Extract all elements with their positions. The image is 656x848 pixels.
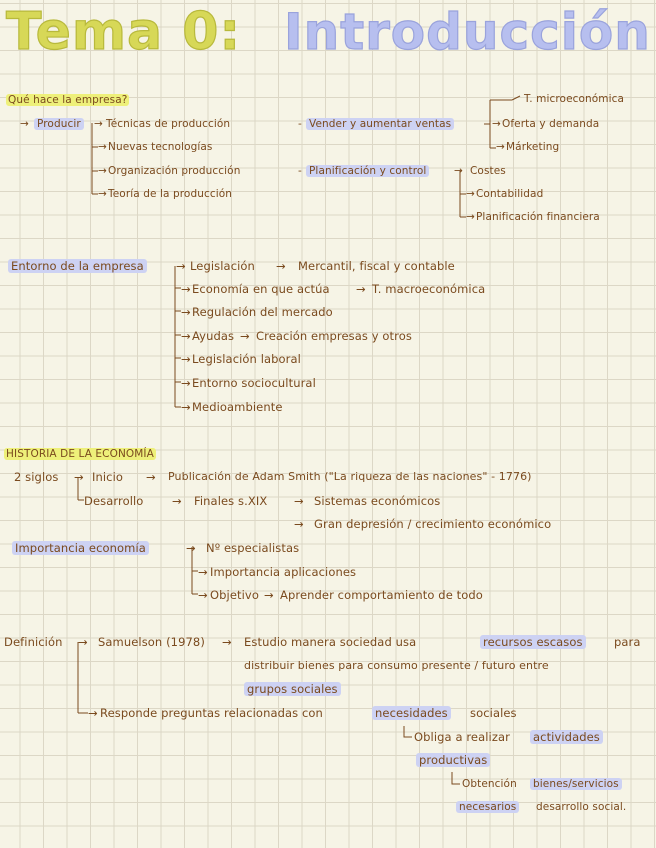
planificacion-item-1: Costes [470,165,506,177]
arrow-icon: → [466,211,475,223]
productivas: productivas [416,753,490,767]
entorno-item-4: Ayudas [192,329,235,343]
arrow-icon: → [172,494,182,508]
arrow-icon: → [98,188,107,200]
arrow-icon: → [74,470,84,484]
importancia-item-1: Nº especialistas [206,541,300,555]
grupos-sociales: grupos sociales [244,682,341,696]
inicio-label: Inicio [92,470,124,484]
section4-heading: Definición [4,635,63,649]
planificacion-item-2: Contabilidad [476,188,544,200]
importancia-item-3-detail: Aprender comportamiento de todo [280,588,483,602]
producir-item-2: Nuevas tecnologías [108,141,213,153]
producir-item-1: Técnicas de producción [106,118,231,130]
arrow-icon: → [78,635,88,649]
section1-heading: Qué hace la empresa? [8,94,128,106]
definicion-line-1c: para [614,635,641,649]
entorno-item-6: Entorno sociocultural [192,376,316,390]
siglos-label: 2 siglos [14,470,59,484]
title-part1: Tema 0: [6,2,242,62]
section3-heading: HISTORIA DE LA ECONOMÍA [6,448,154,460]
vender-item-2: Oferta y demanda [502,118,600,130]
arrow-icon: → [356,282,366,296]
entorno-item-7: Medioambiente [192,400,283,414]
dash-icon: - [298,165,302,177]
arrow-icon: → [186,541,196,555]
arrow-icon: → [496,141,505,153]
arrow-icon: → [466,188,475,200]
arrow-icon: → [198,588,208,602]
title-part2: Introducción [284,3,651,61]
entorno-item-1: Legislación [190,259,255,273]
vender-label: Vender y aumentar ventas [306,118,454,130]
importancia-item-2: Importancia aplicaciones [210,565,357,579]
vender-item-1: T. microeconómica [524,93,625,105]
arrow-icon: → [492,118,501,130]
producir-item-3: Organización producción [108,165,241,177]
sistemas-label: Sistemas económicos [314,494,441,508]
desarrollo-label: Desarrollo [84,494,144,508]
arrow-icon: → [294,494,304,508]
arrow-icon: → [98,141,107,153]
definicion-line-1a: Estudio manera sociedad usa [244,635,417,649]
planificacion-label: Planificación y control [306,165,429,177]
entorno-item-2-detail: T. macroeconómica [372,282,486,296]
arrow-icon: → [198,565,208,579]
arrow-icon: → [181,400,191,414]
desarrollo-social-text: desarrollo social. [536,801,627,813]
arrow-icon: → [20,118,29,130]
recursos-escasos: recursos escasos [480,635,586,649]
importancia-item-3: Objetivo [210,588,259,602]
samuelson-label: Samuelson (1978) [98,635,205,649]
necesidades: necesidades [372,706,451,720]
producir-label: Producir [34,118,84,130]
obliga-text: Obliga a realizar [414,730,510,744]
publicacion-text: Publicación de Adam Smith ("La riqueza de las naciones" - 1776) [168,470,532,483]
entorno-item-2: Economía en que actúa [192,282,330,296]
arrow-icon: → [98,165,107,177]
arrow-icon: → [294,517,304,531]
necesarios: necesarios [456,801,519,813]
entorno-item-4-detail: Creación empresas y otros [256,329,412,343]
obtencion-text: Obtención [462,778,517,790]
planificacion-item-3: Planificación financiera [476,211,600,223]
arrow-icon: → [146,470,156,484]
arrow-icon: → [276,259,286,273]
vender-item-3: Márketing [506,141,560,153]
arrow-icon: → [181,282,191,296]
actividades: actividades [530,730,603,744]
producir-item-4: Teoría de la producción [108,188,233,200]
entorno-item-3: Regulación del mercado [192,305,333,319]
arrow-icon: → [181,376,191,390]
dash-icon: - [298,118,302,130]
arrow-icon: → [88,706,98,720]
arrow-icon: → [264,588,274,602]
arrow-icon: → [222,635,232,649]
definicion-line-2: distribuir bienes para consumo presente / futuro entre [244,659,549,672]
arrow-icon: → [240,329,250,343]
responde-text: Responde preguntas relacionadas con [100,706,323,720]
importancia-label: Importancia economía [12,541,149,555]
arrow-icon: → [181,329,191,343]
gran-depresion-label: Gran depresión / crecimiento económico [314,517,552,531]
arrow-icon: → [454,165,463,177]
finales-label: Finales s.XIX [194,494,268,508]
section2-heading: Entorno de la empresa [8,259,147,273]
arrow-icon: → [181,352,191,366]
entorno-item-1-detail: Mercantil, fiscal y contable [298,259,455,273]
bienes-servicios: bienes/servicios [530,778,622,790]
arrow-icon: → [94,118,103,130]
entorno-item-5: Legislación laboral [192,352,301,366]
sociales-text: sociales [470,706,517,720]
arrow-icon: → [176,259,186,273]
arrow-icon: → [181,305,191,319]
